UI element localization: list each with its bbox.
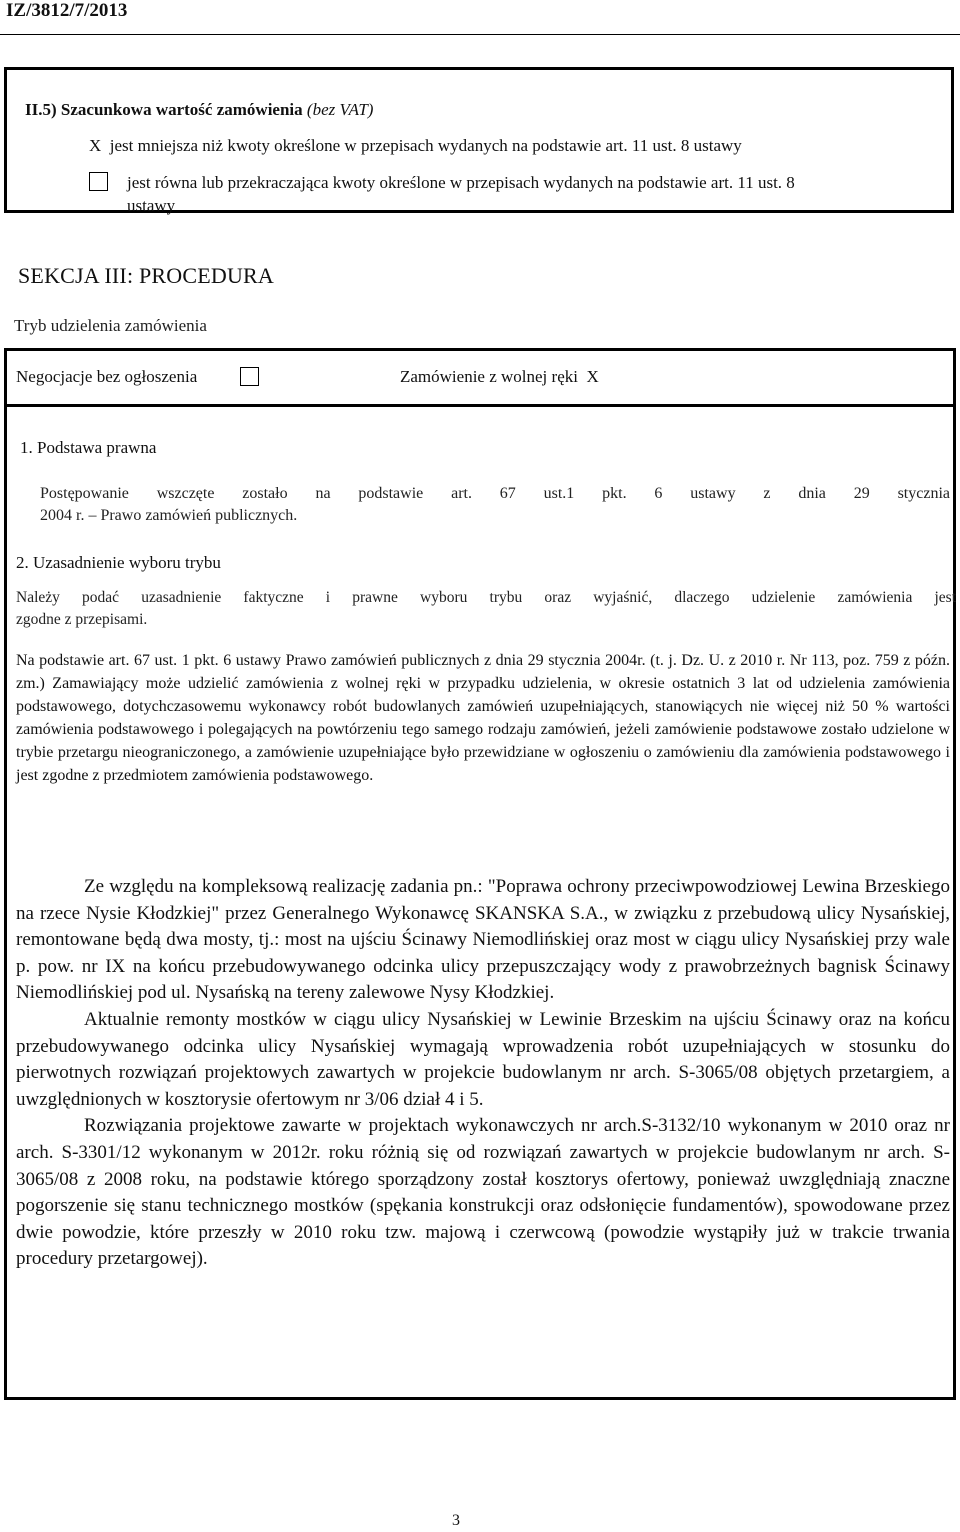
free-hand-label: Zamówienie z wolnej ręki	[400, 367, 578, 386]
estimated-value-title	[25, 100, 373, 120]
option-above-threshold-line2: ustawy	[127, 196, 176, 215]
procedure-section-title: SEKCJA III: PROCEDURA	[18, 263, 275, 288]
free-hand-option	[400, 367, 599, 387]
header-rule	[0, 34, 960, 35]
procedure-details-box	[4, 404, 956, 1400]
legal-basis-justification: Na podstawie art. 67 ust. 1 pkt. 6 ustawy Prawo zamówień publicznych z dnia 29 stycznia 2004r. (t. j. Dz. U. z 2010 r. Nr 113, poz. 759 z późn. zm.) Zamawiający może udzielić zamówienia z wolnej ręki w przypadku udzielenia, w okresie ostatnich 3 lat od udzielenia zamówienia podstawowego, dotychczasowemu wykonawcy robót budowlanych zamówień uzupełniających, stanowiących nie więcej niż 50 % wartości zamówienia podstawowego i polegających na powtórzeniu tego samego rodzaju zamówień, jeżeli zamówienie podstawowe zostało udzielone w trybie przetargu nieograniczonego, a zamówienie uzupełniające było przewidziane w ogłoszeniu o zamówieniu dla zamówienia podstawowego i jest zgodne z przedmiotem zamówienia podstawowego.	[16, 652, 950, 784]
option-above-threshold	[127, 171, 795, 217]
option-above-threshold-checkbox[interactable]	[89, 172, 108, 191]
procedure-mode-box	[4, 348, 956, 404]
option-above-threshold-line1: jest równa lub przekraczająca kwoty określone w przepisach wydanych na podstawie art. 11 ust. 8	[127, 173, 795, 192]
justification-paragraph-3: Rozwiązania projektowe zawarte w projektach wykonawczych nr arch.S-3132/10 wykonanym w 2010 oraz nr arch. S-3301/12 wykonanym w 2012r. roku różnią się od rozwiązań zawartych w projekcie budowlanym nr arch. S-3065/08 z 2008 roku, na podstawie którego sporządzony został kosztorys ofertowy, ponieważ uwzględniają znaczne pogorszenie się stanu technicznego mostków (spękania konstrukcji oraz odsłonięcie fundamentów), spowodowane przez dwie powodzie, które przeszły w 2010 roku tzw. majową i czerwcową (powodzie wystąpiły już w trakcie trwania procedury przetargowej).	[16, 1115, 950, 1270]
option-below-threshold-text: jest mniejsza niż kwoty określone w przepisach wydanych na podstawie art. 11 ust. 8 ustawy	[109, 136, 742, 155]
justification-instruction-line1: Należy podać uzasadnienie faktyczne i prawne wyboru trybu oraz wyjaśnić, dlaczego udzielenie zamówienia jest	[16, 589, 956, 606]
justification-instruction-line2: zgodne z przepisami.	[16, 611, 148, 628]
document-id: IZ/3812/7/2013	[6, 0, 128, 21]
option-below-threshold-mark: X	[89, 136, 102, 155]
legal-basis-line2: 2004 r. – Prawo zamówień publicznych.	[40, 507, 298, 524]
negotiation-label: Negocjacje bez ogłoszenia	[16, 367, 198, 386]
estimated-value-title-italic: (bez VAT)	[306, 100, 374, 119]
justification-heading: 2. Uzasadnienie wyboru trybu	[16, 553, 221, 572]
legal-basis-text	[40, 483, 950, 527]
justification-paragraph-1: Ze względu na kompleksową realizację zadania pn.: "Poprawa ochrony przeciwpowodziowej Lewina Brzeskiego na rzece Nysie Kłodzkiej" przez Generalnego Wykonawcę SKANSKA S.A., w związku z przebudową ulicy Nysańskiej, remontowane będą dwa mosty, tj.: most na ujściu Ścinawy Niemodlińskiej oraz most w ciągu ulicy Nysańskiej przy wale p. pow. nr IX na końcu przebudowywanego odcinka ulicy przepuszczający wody z prawobrzeżnych bagnisk Ścinawy Niemodlińskiej pod ul. Nysańską na tereny zalewowe Nysy Kłodzkiej.	[16, 876, 950, 1004]
legal-basis-line1: Postępowanie wszczęte zostało na podstawie art. 67 ust.1 pkt. 6 ustawy z dnia 29 stycznia	[40, 485, 950, 502]
page-number: 3	[452, 1512, 460, 1529]
option-below-threshold	[89, 136, 742, 156]
justification-paragraph-2: Aktualnie remonty mostków w ciągu ulicy Nysańskiej w Lewinie Brzeskim na ujściu Ścinawy oraz na końcu przebudowywanego odcinka ulicy Nysańskiej wymagają wprowadzenia robót uzupełniających w stosunku do pierwotnych rozwiązań projektowych zawartych w projekcie budowlanym nr arch. S-3065/08 objętych przetargiem, a uwzględnionych w kosztorysie ofertowym nr 3/06 dział 4 i 5.	[16, 1008, 950, 1110]
procedure-mode-label: Tryb udzielenia zamówienia	[14, 316, 207, 335]
justification-paragraphs	[16, 874, 950, 1273]
legal-basis-heading: 1. Podstawa prawna	[20, 438, 157, 457]
free-hand-mark: X	[586, 367, 599, 386]
estimated-value-box	[4, 67, 954, 213]
estimated-value-title-bold: II.5) Szacunkowa wartość zamówienia	[25, 100, 303, 119]
negotiation-checkbox[interactable]	[240, 367, 259, 386]
justification-instruction	[16, 587, 956, 631]
